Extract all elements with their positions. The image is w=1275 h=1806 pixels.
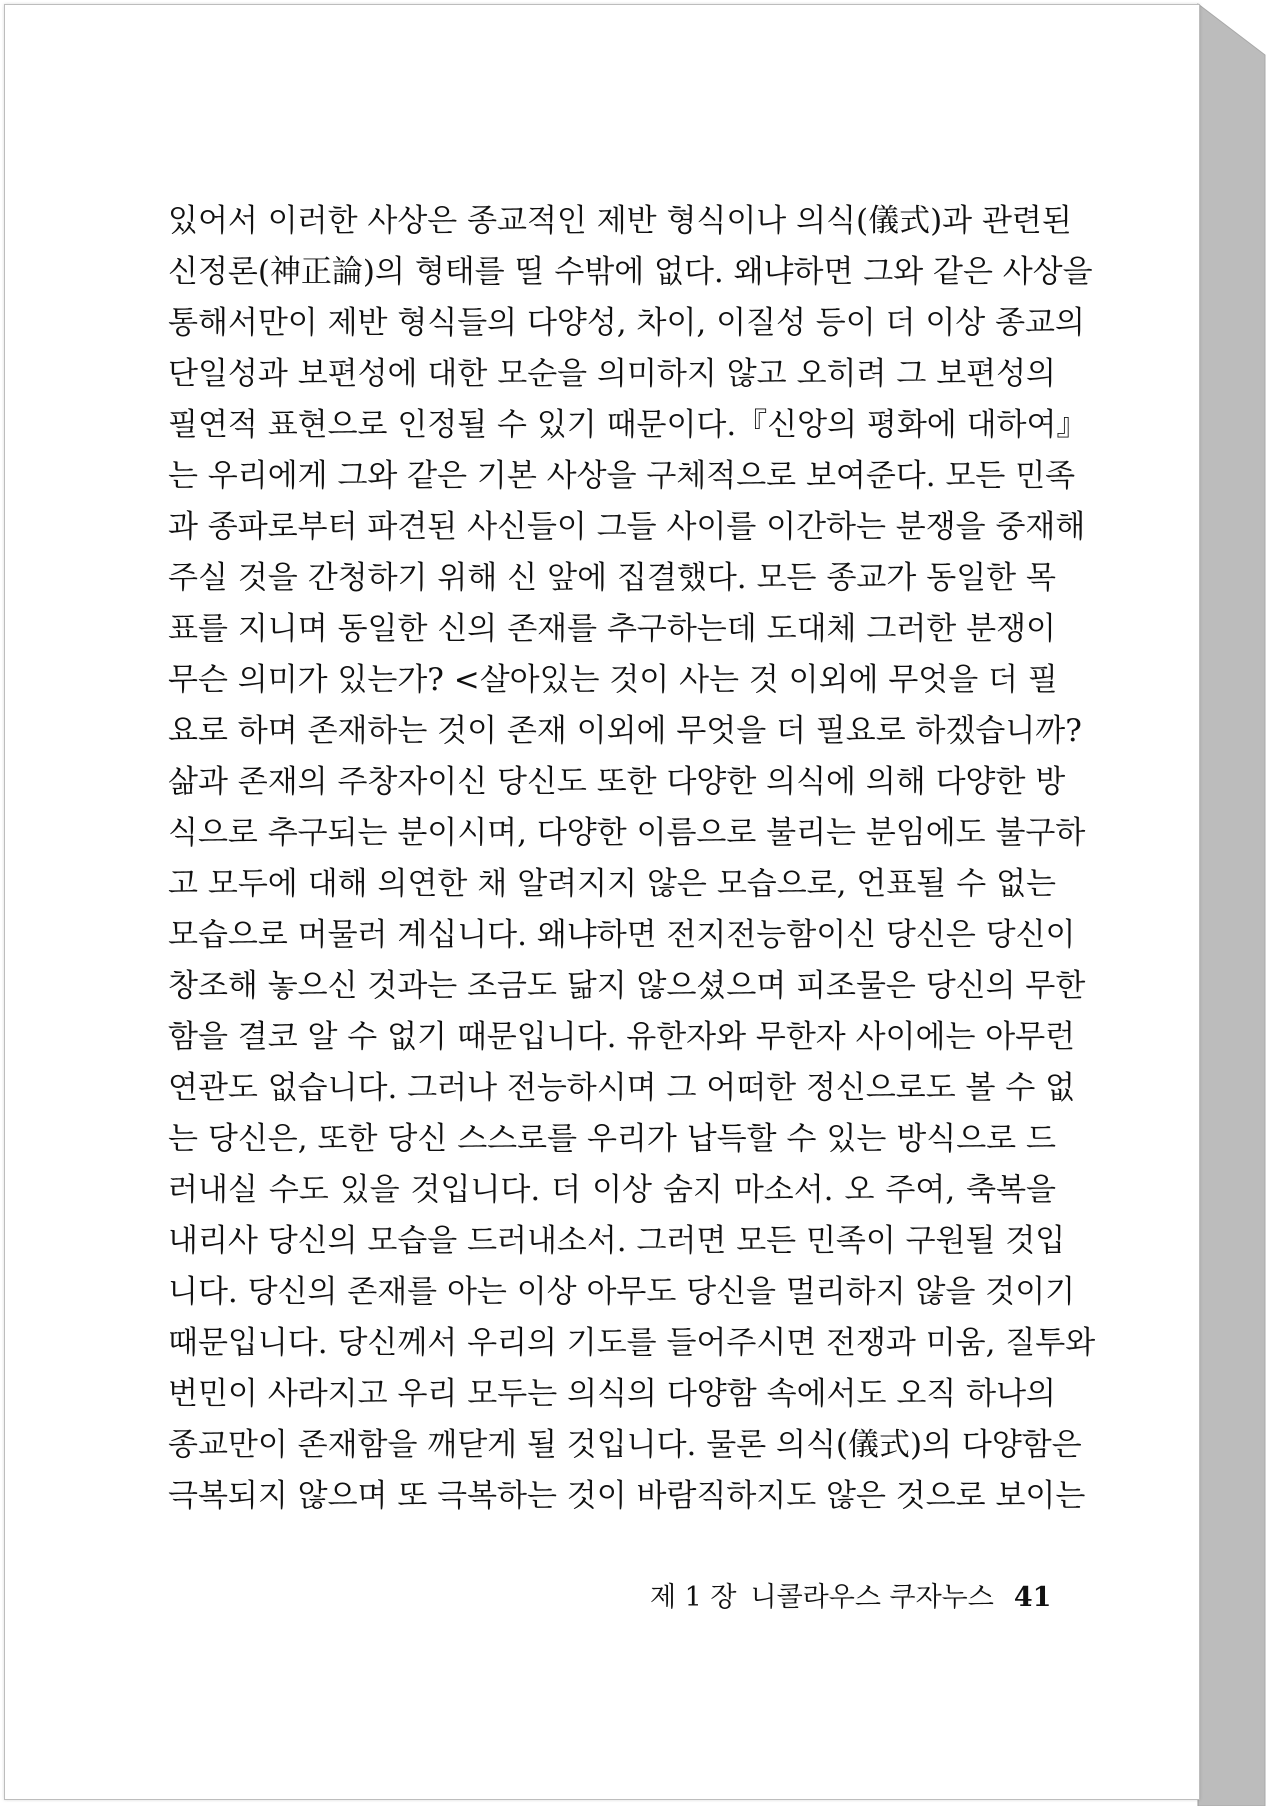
text-line: 고 모두에 대해 의연한 채 알려지지 않은 모습으로, 언표될 수 없는 [168, 866, 1056, 902]
text-line: 신정론(神正論)의 형태를 띨 수밖에 없다. 왜냐하면 그와 같은 사상을 [168, 254, 1093, 290]
body-text [168, 196, 1096, 1522]
text-line: 때문입니다. 당신께서 우리의 기도를 들어주시면 전쟁과 미움, 질투와 [168, 1325, 1096, 1361]
text-line: 단일성과 보편성에 대한 모순을 의미하지 않고 오히려 그 보편성의 [168, 356, 1056, 392]
text-line: 과 종파로부터 파견된 사신들이 그들 사이를 이간하는 분쟁을 중재해 [168, 509, 1086, 545]
text-line: 번민이 사라지고 우리 모두는 의식의 다양함 속에서도 오직 하나의 [168, 1376, 1056, 1412]
text-line: 식으로 추구되는 분이시며, 다양한 이름으로 불리는 분임에도 불구하 [168, 815, 1086, 851]
text-line: 러내실 수도 있을 것입니다. 더 이상 숨지 마소서. 오 주여, 축복을 [168, 1172, 1056, 1208]
text-line: 필연적 표현으로 인정될 수 있기 때문이다.『신앙의 평화에 대하여』 [168, 407, 1088, 443]
text-line: 주실 것을 간청하기 위해 신 앞에 집결했다. 모든 종교가 동일한 목 [168, 560, 1056, 596]
text-line: 함을 결코 알 수 없기 때문입니다. 유한자와 무한자 사이에는 아무런 [168, 1019, 1076, 1055]
text-line: 요로 하며 존재하는 것이 존재 이외에 무엇을 더 필요로 하겠습니까? [168, 713, 1082, 749]
text-line: 니다. 당신의 존재를 아는 이상 아무도 당신을 멀리하지 않을 것이기 [168, 1274, 1076, 1310]
text-line: 연관도 없습니다. 그러나 전능하시며 그 어떠한 정신으로도 볼 수 없 [168, 1070, 1076, 1106]
text-line: 무슨 의미가 있는가? <살아있는 것이 사는 것 이외에 무엇을 더 필 [168, 662, 1058, 698]
text-line: 는 우리에게 그와 같은 기본 사상을 구체적으로 보여준다. 모든 민족 [168, 458, 1076, 494]
text-line: 는 당신은, 또한 당신 스스로를 우리가 납득할 수 있는 방식으로 드 [168, 1121, 1056, 1157]
text-line: 창조해 놓으신 것과는 조금도 닮지 않으셨으며 피조물은 당신의 무한 [168, 968, 1086, 1004]
running-footer [650, 1575, 1052, 1614]
text-line: 내리사 당신의 모습을 드러내소서. 그러면 모든 민족이 구원될 것입 [168, 1223, 1066, 1259]
page-number: 41 [1013, 1582, 1052, 1613]
text-line: 삶과 존재의 주창자이신 당신도 또한 다양한 의식에 의해 다양한 방 [168, 764, 1066, 800]
chapter-label: 제 1 장 [650, 1582, 737, 1613]
text-line: 모습으로 머물러 계십니다. 왜냐하면 전지전능함이신 당신은 당신이 [168, 917, 1076, 953]
text-line: 극복되지 않으며 또 극복하는 것이 바람직하지도 않은 것으로 보이는 [168, 1478, 1086, 1514]
text-line: 통해서만이 제반 형식들의 다양성, 차이, 이질성 등이 더 이상 종교의 [168, 305, 1085, 341]
chapter-title: 니콜라우스 쿠자누스 [750, 1582, 994, 1613]
text-line: 표를 지니며 동일한 신의 존재를 추구하는데 도대체 그러한 분쟁이 [168, 611, 1056, 647]
text-line: 있어서 이러한 사상은 종교적인 제반 형식이나 의식(儀式)과 관련된 [168, 203, 1072, 239]
text-line: 종교만이 존재함을 깨닫게 될 것입니다. 물론 의식(儀式)의 다양함은 [168, 1427, 1082, 1463]
